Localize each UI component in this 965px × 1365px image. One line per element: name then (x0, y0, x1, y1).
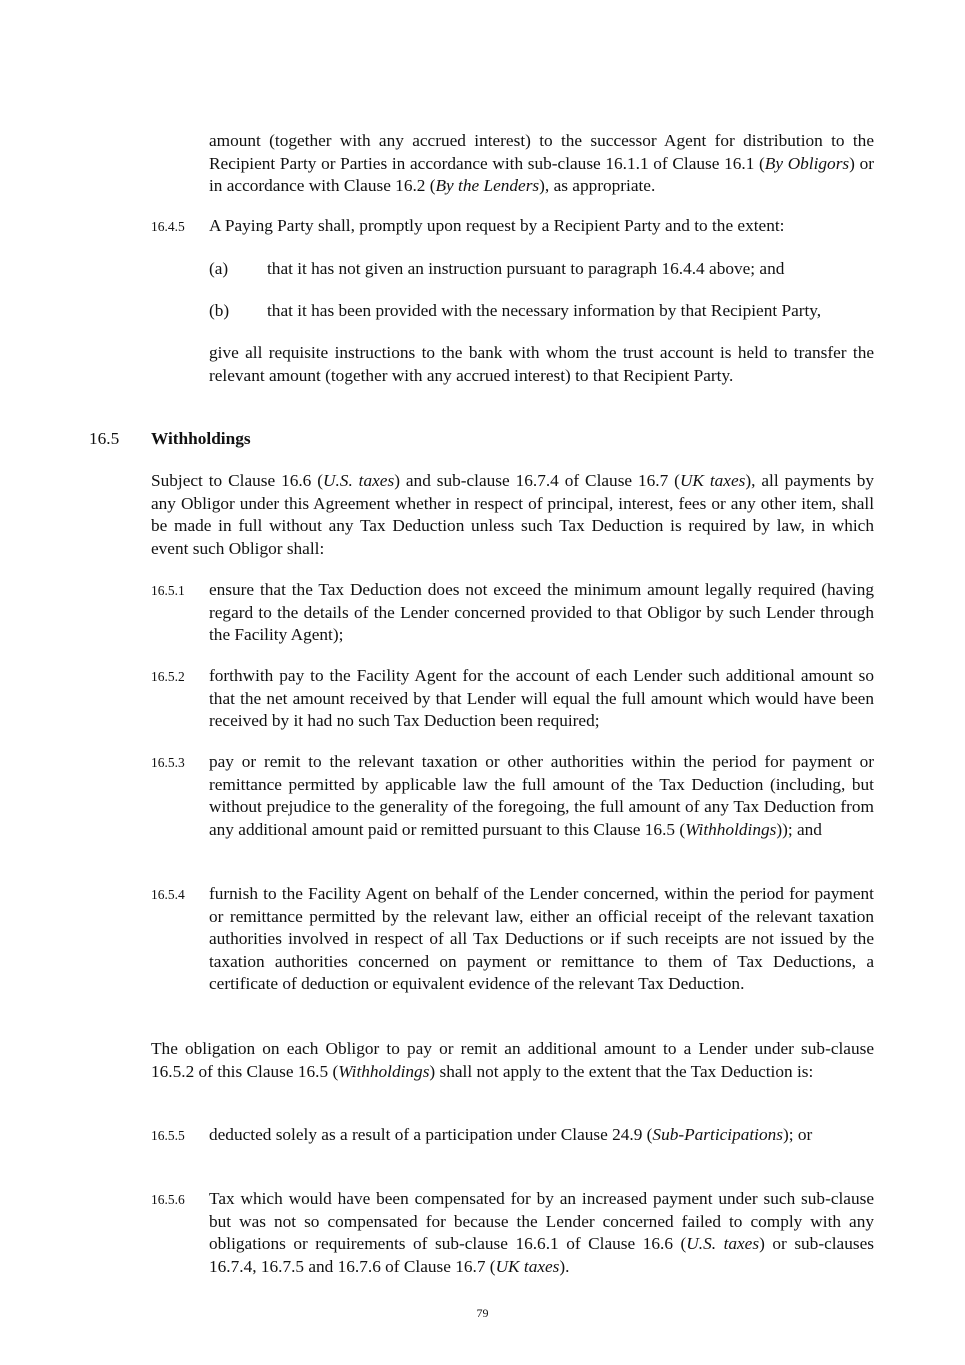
continuation-paragraph: amount (together with any accrued interest) to the successor Agent for distribution to the Recipient Party or Parties in accordance with sub-clause 16.1.1 of Clause 16.1 (By Obligors) or in accordance with Clause 16.2 (By the Lenders), as appropriate. (209, 131, 874, 196)
clause-16-5-5-text: deducted solely as a result of a participation under Clause 24.9 (Sub-Participations); or (209, 1125, 813, 1144)
clause-16-5-6-text: Tax which would have been compensated for by an increased payment under such sub-clause but was not so compensated for because the Lender concerned failed to comply with any obligations or requirements of sub-clause 16.6.1 of Clause 16.6 (U.S. taxes) or sub-clauses 16.7.4, 16.7.5 and 16.7.6 of Clause 16.7 (UK taxes). (209, 1189, 874, 1276)
item-label-a: (a) (209, 259, 229, 278)
clause-16-4-5-tail: give all requisite instructions to the bank with whom the trust account is held to transfer the relevant amount (together with any accrued interest) to that Recipient Party. (209, 343, 874, 385)
clause-number-16-5-6: 16.5.6 (151, 1192, 185, 1207)
clause-number-16-5-4: 16.5.4 (151, 887, 185, 902)
clause-16-5-4-text: furnish to the Facility Agent on behalf of the Lender concerned, within the period for payment or remittance permitted by the relevant law, either an official receipt of the relevant taxation authorities involved in respect of all Tax Deductions or if such receipts are not issued by the taxation authorities concerned on payment or remittance to them of Tax Deductions, a certificate of deduction or equivalent evidence of the relevant Tax Deduction. (209, 884, 874, 994)
section-number-16-5: 16.5 (89, 429, 120, 448)
clause-16-5-1-text: ensure that the Tax Deduction does not exceed the minimum amount legally required (having regard to the details of the Lender concerned provided to that Obligor by such Lender through the Facility Agent); (209, 580, 874, 645)
item-text-a: that it has not given an instruction pursuant to paragraph 16.4.4 above; and (267, 259, 785, 278)
item-text-b: that it has been provided with the necessary information by that Recipient Party, (267, 301, 822, 320)
clause-number-16-5-1: 16.5.1 (151, 583, 185, 598)
clause-number-16-5-2: 16.5.2 (151, 669, 185, 684)
page-number: 79 (476, 1306, 489, 1320)
item-label-b: (b) (209, 301, 230, 320)
clause-number-16-4-5: 16.4.5 (151, 219, 185, 234)
section-title-withholdings: Withholdings (151, 429, 251, 448)
obligation-paragraph: The obligation on each Obligor to pay or remit an additional amount to a Lender under sub-clause 16.5.2 of this Clause 16.5 (Withholdings) shall not apply to the extent that the Tax Deduction is: (151, 1039, 874, 1081)
clause-number-16-5-5: 16.5.5 (151, 1128, 185, 1143)
clause-16-5-2-text: forthwith pay to the Facility Agent for the account of each Lender such additional amount so that the net amount received by that Lender will equal the full amount which would have been received by it had no such Tax Deduction been required; (209, 666, 874, 731)
clause-16-4-5-text: A Paying Party shall, promptly upon request by a Recipient Party and to the extent: (209, 216, 785, 235)
section-16-5-intro: Subject to Clause 16.6 (U.S. taxes) and sub-clause 16.7.4 of Clause 16.7 (UK taxes), all payments by any Obligor under this Agreement whether in respect of principal, interest, fees or any other item, shall be made in full without any Tax Deduction unless such Tax Deduction is required by law, in which event such Obligor shall: (151, 471, 874, 558)
clause-number-16-5-3: 16.5.3 (151, 755, 185, 770)
clause-16-5-3-text: pay or remit to the relevant taxation or other authorities within the period for payment or remittance permitted by applicable law the full amount of the Tax Deduction (including, but without prejudice to the generality of the foregoing, the full amount of any Tax Deduction from any additional amount paid or remitted pursuant to this Clause 16.5 (Withholdings)); and (209, 752, 874, 839)
